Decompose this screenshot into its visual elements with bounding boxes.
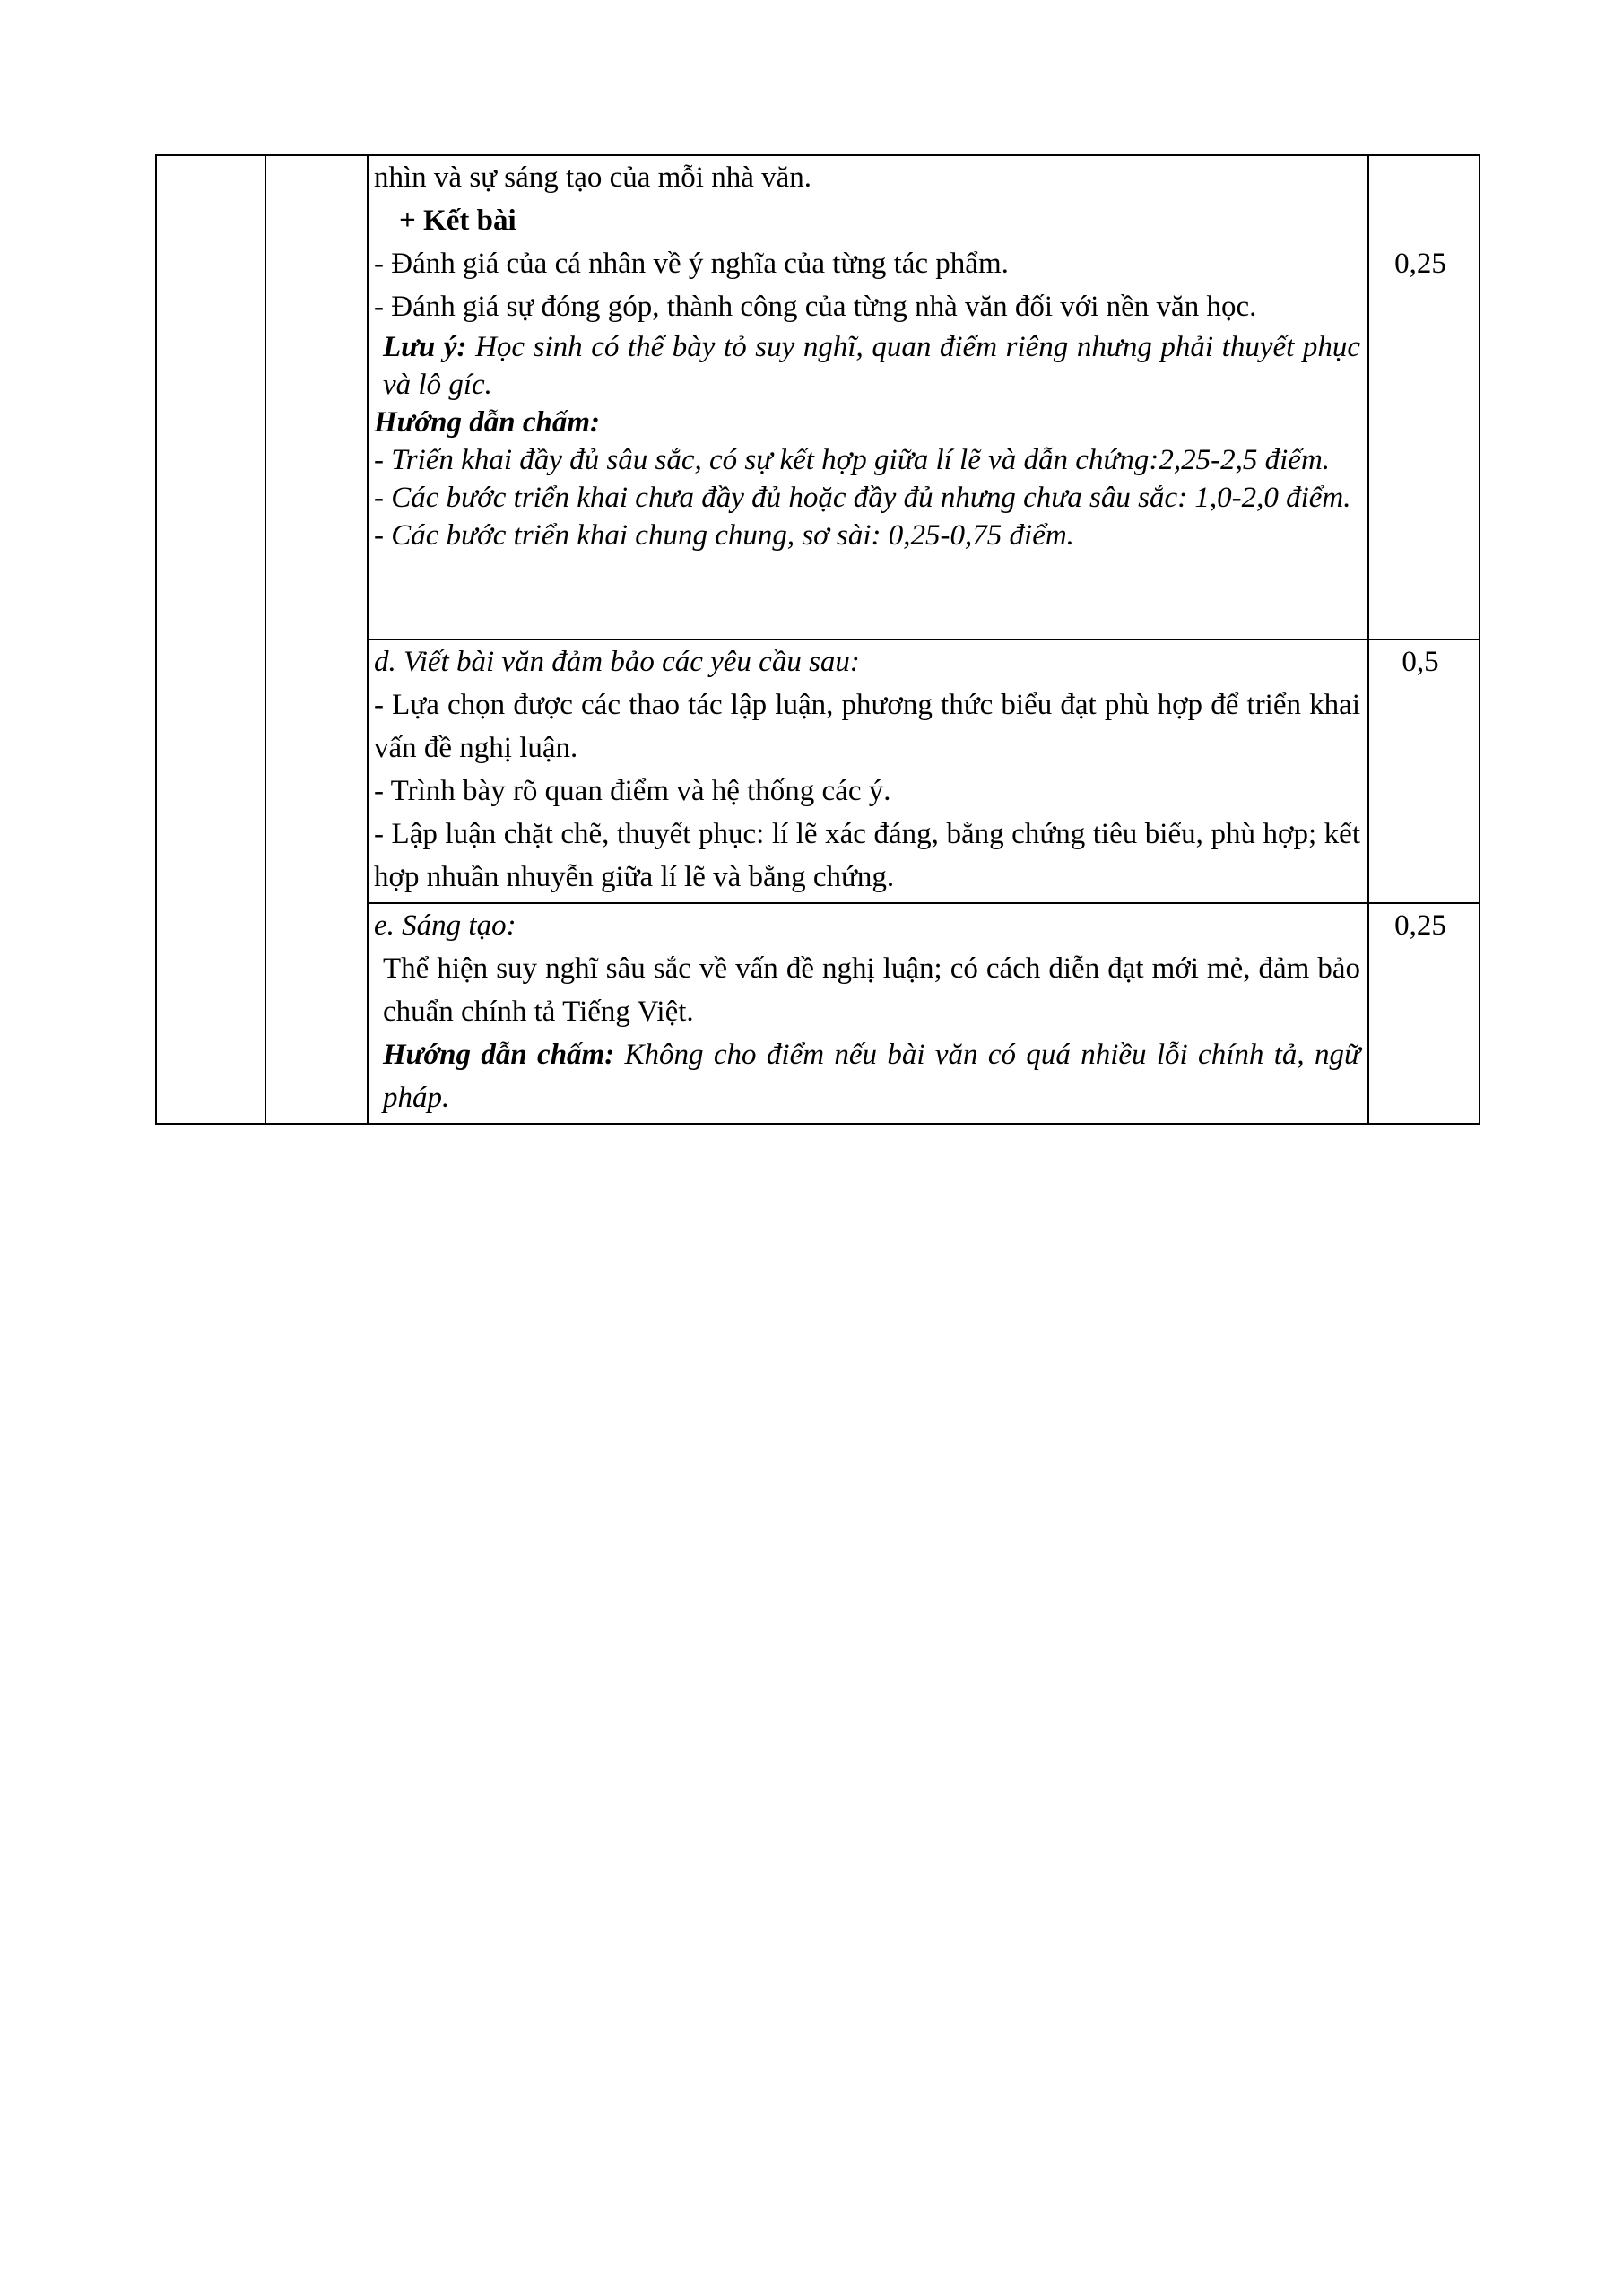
table-border-left: [155, 154, 157, 1125]
section-e-heading: e. Sáng tạo:: [374, 909, 516, 942]
content-cell-e: [374, 904, 1360, 1119]
grading-criterion-2: - Các bước triển khai chưa đầy đủ hoặc đầy đủ nhưng chưa sâu sắc: 1,0-2,0 điểm.: [374, 482, 1351, 514]
note-label: Lưu ý:: [383, 331, 467, 363]
grading-guide-label: Hướng dẫn chấm:: [374, 406, 601, 439]
section-d-item-1: - Lựa chọn được các thao tác lập luận, phương thức biểu đạt phù hợp để triển khai vấn đề nghị luận.: [374, 689, 1360, 764]
ket-bai-point-1: - Đánh giá của cá nhân về ý nghĩa của từng tác phẩm.: [374, 248, 1009, 280]
section-e-text: Thể hiện suy nghĩ sâu sắc về vấn đề nghị luận; có cách diễn đạt mới mẻ, đảm bảo chuẩn chính tả Tiếng Việt.: [383, 952, 1360, 1028]
score-c: 0,25: [1394, 248, 1446, 280]
content-cell-c: [374, 156, 1360, 554]
score-d: 0,5: [1402, 646, 1439, 678]
content-cell-d: [374, 640, 1360, 899]
score-e: 0,25: [1394, 909, 1446, 942]
grading-table: [155, 154, 1480, 1125]
ket-bai-heading: + Kết bài: [399, 204, 516, 237]
intro-line: nhìn và sự sáng tạo của mỗi nhà văn.: [374, 161, 812, 194]
section-d-item-3: - Lập luận chặt chẽ, thuyết phục: lí lẽ xác đáng, bằng chứng tiêu biểu, phù hợp; kết hợp nhuần nhuyễn giữa lí lẽ và bằng chứng.: [374, 818, 1360, 893]
note-text: Học sinh có thể bày tỏ suy nghĩ, quan điểm riêng nhưng phải thuyết phục và lô gíc.: [383, 331, 1360, 401]
column-divider-1: [265, 154, 266, 1125]
grading-criterion-3: - Các bước triển khai chung chung, sơ sài: 0,25-0,75 điểm.: [374, 519, 1074, 552]
grading-criterion-1: - Triển khai đầy đủ sâu sắc, có sự kết hợp giữa lí lẽ và dẫn chứng:2,25-2,5 điểm.: [374, 444, 1331, 476]
section-e-guide: [374, 1033, 1360, 1119]
table-border-bottom: [155, 1123, 1480, 1125]
section-e-guide-label: Hướng dẫn chấm:: [383, 1039, 615, 1071]
section-d-item-2: - Trình bày rõ quan điểm và hệ thống các ý.: [374, 775, 891, 807]
note-paragraph: [374, 328, 1360, 404]
section-d-heading: d. Viết bài văn đảm bảo các yêu cầu sau:: [374, 646, 860, 678]
section-e-guide-text: Không cho điểm nếu bài văn có quá nhiều lỗi chính tả, ngữ pháp.: [383, 1039, 1360, 1114]
ket-bai-point-2: - Đánh giá sự đóng góp, thành công của từng nhà văn đối với nền văn học.: [374, 291, 1257, 323]
